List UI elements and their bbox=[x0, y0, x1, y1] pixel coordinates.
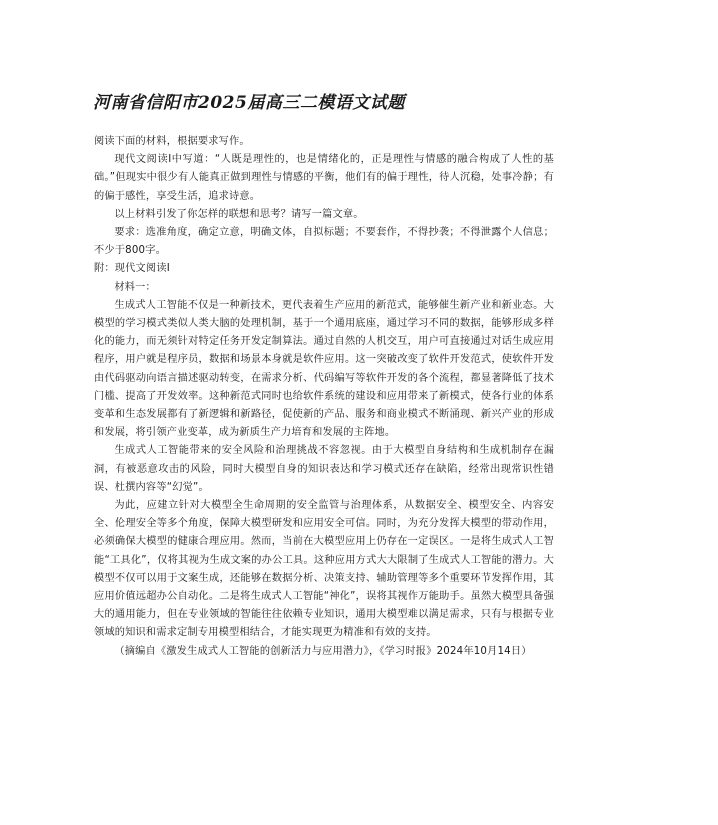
paragraph: 附：现代文阅读Ⅰ bbox=[94, 263, 170, 275]
paragraph: 为此，应建立针对大模型全生命周期的安全监管与治理体系，从数据安全、模型安全、内容安全、伦理安全等多个角度，保障大模型研发和应用安全可信。同时，为充分发挥大模型的带动作用，必须确保大模型的健康合理应用。然而，当前在大模型应用上仍存在一定误区。一是将生成式人工智能“工具化”，仅将其视为生成文案的办公工具。这种应用方式大大限制了生成式人工智能的潜力。大模型不仅可以用于文案生成，还能够在数据分析、决策支持、辅助管理等多个重要环节发挥作用，其应用价值远超办公自动化。二是将生成式人工智能“神化”，误将其视作万能助手。虽然大模型具备强大的通用能力，但在专业领域的智能往往依赖专业知识，通用大模型难以满足需求，只有与根据专业领域的知识和需求定制专用模型相结合，才能实现更为精准和有效的支持。 bbox=[94, 500, 554, 639]
paragraph: 以上材料引发了你怎样的联想和思考？请写一篇文章。 bbox=[114, 208, 364, 220]
document-body bbox=[94, 133, 554, 661]
source-citation: （摘编自《激发生成式人工智能的创新活力与应用潜力》，《学习时报》2024年10月14日） bbox=[114, 645, 532, 657]
paragraph: 材料一： bbox=[114, 281, 156, 293]
paragraph: 阅读下面的材料，根据要求写作。 bbox=[94, 136, 250, 147]
paragraph: 现代文阅读Ⅰ中写道：“人既是理性的，也是情绪化的，正是理性与情感的融合构成了人性的基础。”但现实中很少有人能真正做到理性与情感的平衡，他们有的偏于理性，待人沉稳，处事冷静；有的偏于感性，享受生活，追求诗意。 bbox=[94, 154, 554, 202]
document-title: 河南省信阳市2025届高三二模语文试题 bbox=[93, 93, 405, 113]
paragraph: 要求：选准角度，确定立意，明确文体，自拟标题；不要套作，不得抄袭；不得泄露个人信息；不少于800字。 bbox=[94, 227, 554, 257]
paragraph: 生成式人工智能不仅是一种新技术，更代表着生产应用的新范式，能够催生新产业和新业态。大模型的学习模式类似人类大脑的处理机制，基于一个通用底座，通过学习不同的数据，能够形成多样化的能力，而无须针对特定任务开发定制算法。通过自然的人机交互，用户可直接通过对话生成应用程序，用户就是程序员，数据和场景本身就是软件应用。这一突破改变了软件开发范式，使软件开发由代码驱动向语言描述驱动转变，在需求分析、代码编写等软件开发的各个流程，都显著降低了技术门槛、提高了开发效率。这种新范式同时也给软件系统的建设和应用带来了新模式，使各行业的体系变革和生态发展都有了新逻辑和新路径，促使新的产品、服务和商业模式不断涌现、新兴产业的形成和发展，将引领产业变革，成为新质生产力培育和发展的主阵地。 bbox=[94, 299, 554, 439]
paragraph: 生成式人工智能带来的安全风险和治理挑战不容忽视。由于大模型自身结构和生成机制存在漏洞，有被恶意攻击的风险，同时大模型自身的知识表达和学习模式还存在缺陷，经常出现常识性错误、杜撰内容等“幻觉”。 bbox=[94, 445, 554, 493]
